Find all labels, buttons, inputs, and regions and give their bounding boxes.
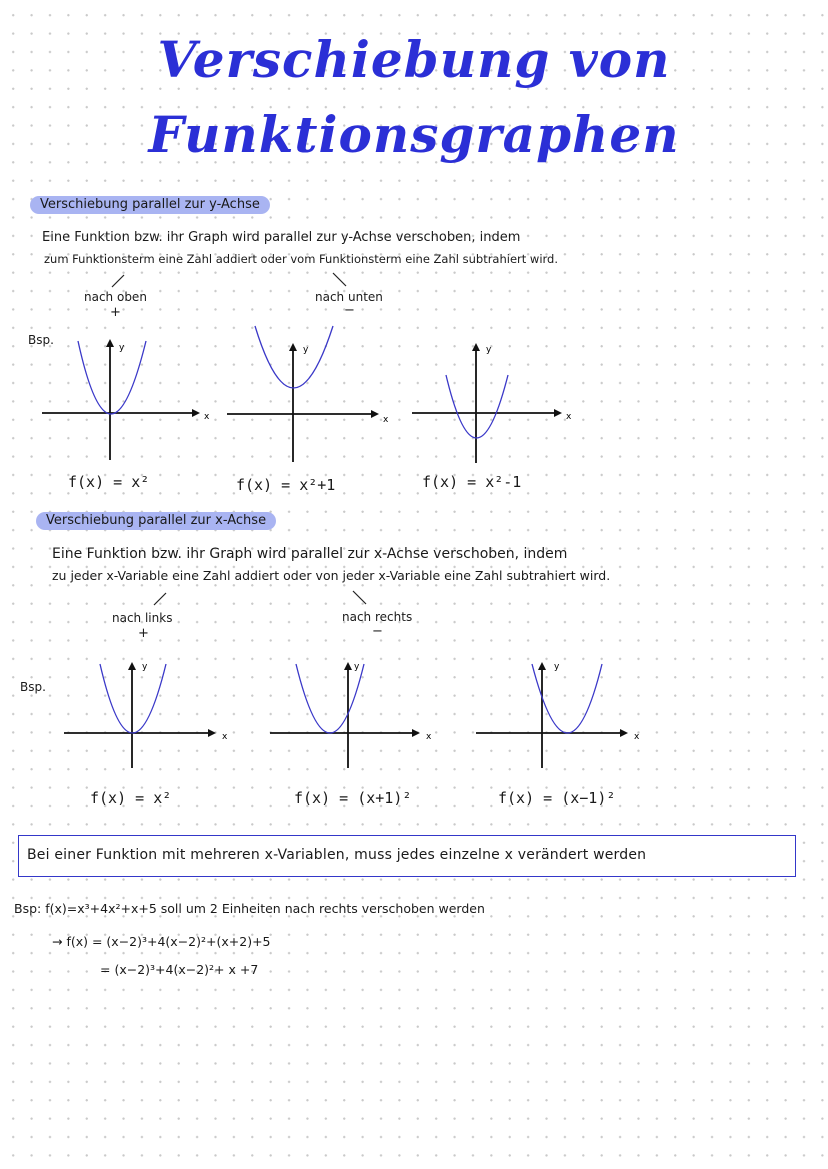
formula-x-1: f(x) = x² <box>90 789 172 807</box>
example-label-y: Bsp. <box>28 333 54 347</box>
y-axis-arrow-icon <box>538 662 546 670</box>
x-axis-label: x <box>426 732 432 742</box>
graph-x-1 <box>62 656 247 771</box>
parabola-curve <box>78 341 146 414</box>
x-axis-arrow-icon <box>371 410 379 418</box>
y-axis-label: y <box>354 662 360 672</box>
x-axis-arrow-icon <box>554 409 562 417</box>
y-axis-arrow-icon <box>344 662 352 670</box>
sign-plus-y: + <box>110 305 121 320</box>
sign-minus-y: − <box>344 303 355 318</box>
page-title-line-2: Funktionsgraphen <box>148 105 680 164</box>
graph-y-3 <box>410 335 590 470</box>
x-axis-label: x <box>634 732 640 742</box>
section-heading-x-axis: Verschiebung parallel zur x-Achse <box>36 512 276 530</box>
graph-x-2 <box>268 656 448 771</box>
label-nach-rechts: nach rechts <box>342 610 413 624</box>
section-x-text-line-2: zu jeder x-Variable eine Zahl addiert oder von jeder x-Variable eine Zahl subtrahiert wird. <box>52 568 611 583</box>
x-axis-label: x <box>566 412 572 422</box>
section-heading-y-axis: Verschiebung parallel zur y-Achse <box>30 196 270 214</box>
formula-y-3: f(x) = x²-1 <box>422 473 522 491</box>
x-axis-label: x <box>204 412 210 422</box>
y-axis-label: y <box>142 662 148 672</box>
y-axis-arrow-icon <box>472 343 480 351</box>
parabola-curve <box>296 664 364 733</box>
formula-x-3: f(x) = (x−1)² <box>498 789 616 807</box>
sign-minus-x: − <box>372 624 383 639</box>
y-axis-label: y <box>303 345 309 355</box>
section-y-text-line-1: Eine Funktion bzw. ihr Graph wird parallel zur y-Achse verschoben, indem <box>42 230 521 245</box>
sign-plus-x: + <box>138 626 149 641</box>
y-axis-label: y <box>486 345 492 355</box>
graph-y-1 <box>40 335 215 470</box>
label-nach-unten: nach unten <box>315 290 383 304</box>
backslash-right-mark <box>350 588 370 606</box>
x-axis-arrow-icon <box>412 729 420 737</box>
parabola-curve <box>255 326 333 388</box>
example-label-x: Bsp. <box>20 680 46 694</box>
note-text: Bei einer Funktion mit mehreren x-Variablen, muss jedes einzelne x verändert werden <box>27 847 647 863</box>
parabola-curve <box>100 664 166 733</box>
label-nach-oben: nach oben <box>84 290 147 304</box>
x-axis-label: x <box>383 415 389 425</box>
formula-y-1: f(x) = x² <box>68 473 150 491</box>
y-axis-label: y <box>119 343 125 353</box>
slash-left-mark <box>150 590 170 608</box>
x-axis-arrow-icon <box>208 729 216 737</box>
x-axis-arrow-icon <box>620 729 628 737</box>
y-axis-arrow-icon <box>128 662 136 670</box>
graph-y-2 <box>225 322 405 472</box>
note-box <box>18 835 796 877</box>
label-nach-links: nach links <box>112 611 173 625</box>
y-axis-label: y <box>554 662 560 672</box>
section-x-text-line-1: Eine Funktion bzw. ihr Graph wird parallel zur x-Achse verschoben, indem <box>52 546 568 562</box>
backslash-down-mark <box>330 270 350 288</box>
graph-x-3 <box>474 656 659 771</box>
formula-x-2: f(x) = (x+1)² <box>294 789 412 807</box>
x-axis-label: x <box>222 732 228 742</box>
example-line-2: → f(x) = (x−2)³+4(x−2)²+(x+2)+5 <box>52 934 271 949</box>
parabola-curve <box>446 375 508 438</box>
section-y-text-line-2: zum Funktionsterm eine Zahl addiert oder vom Funktionsterm eine Zahl subtrahiert wird. <box>44 252 559 266</box>
example-line-1: Bsp: f(x)=x³+4x²+x+5 soll um 2 Einheiten nach rechts verschoben werden <box>14 901 485 916</box>
slash-up-mark <box>108 272 128 290</box>
y-axis-arrow-icon <box>289 343 297 351</box>
y-axis-arrow-icon <box>106 339 114 347</box>
example-line-3: = (x−2)³+4(x−2)²+ x +7 <box>100 962 259 977</box>
page-title-line-1: Verschiebung von <box>157 30 671 89</box>
x-axis-arrow-icon <box>192 409 200 417</box>
formula-y-2: f(x) = x²+1 <box>236 476 336 494</box>
